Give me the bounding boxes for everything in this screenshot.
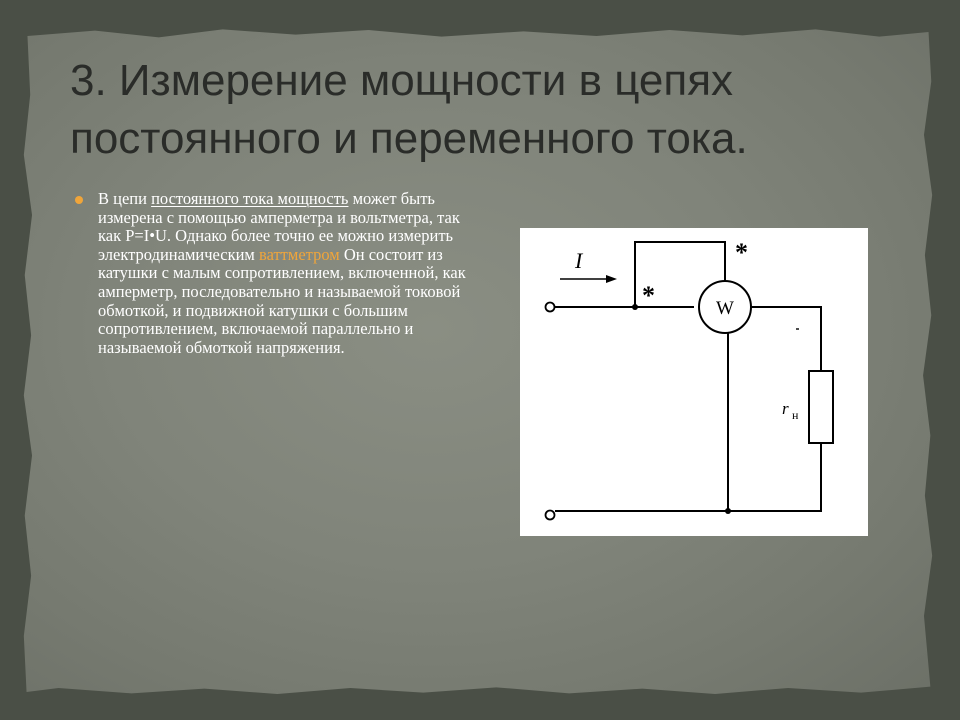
current-arrow-head-icon	[606, 275, 617, 283]
resistor-label: r	[782, 399, 789, 418]
slide-title-line-1: 3. Измерение мощности в цепях	[70, 56, 734, 105]
current-label: I	[575, 248, 583, 273]
input-terminal-top-icon	[546, 303, 555, 312]
junction-node-bottom	[725, 508, 731, 514]
star-marker-top: *	[735, 238, 748, 267]
wattmeter-circuit-diagram	[520, 228, 868, 536]
slide-title-line-2: постоянного и переменного тока.	[70, 114, 748, 163]
slide-content	[74, 190, 474, 357]
underlined-term-link[interactable]: постоянного тока мощность	[151, 189, 349, 208]
circuit-svg	[520, 228, 868, 536]
accent-term-wattmeter[interactable]: ваттметром	[259, 244, 340, 264]
bullet-text-start: В цепи	[98, 189, 152, 208]
bullet-text-end: Он состоит из катушки с малым сопротивлением, включенной, как амперметр, последовательно и называемой токовой обмоткой, и подвижной катушки с большим сопротивлением, включаемой параллельно и называемой обмоткой напряжения.	[98, 244, 466, 357]
star-marker-left: *	[642, 281, 655, 310]
bullet-item	[74, 190, 474, 357]
slide-title	[70, 52, 870, 168]
bullet-text	[98, 190, 474, 357]
input-terminal-bottom-icon	[546, 511, 555, 520]
wire-bottom-return	[555, 443, 821, 511]
resistor-label-subscript: н	[792, 408, 799, 422]
wire-top-right	[751, 307, 821, 371]
load-resistor-icon	[809, 371, 833, 443]
meter-label: W	[716, 298, 734, 319]
bullet-text-middle: может быть измерена с помощью амперметра и вольтметра, так как P=I•U. Однако более точно ее можно измерить электродинамическим	[98, 189, 460, 264]
bullet-dot-icon	[75, 196, 83, 204]
